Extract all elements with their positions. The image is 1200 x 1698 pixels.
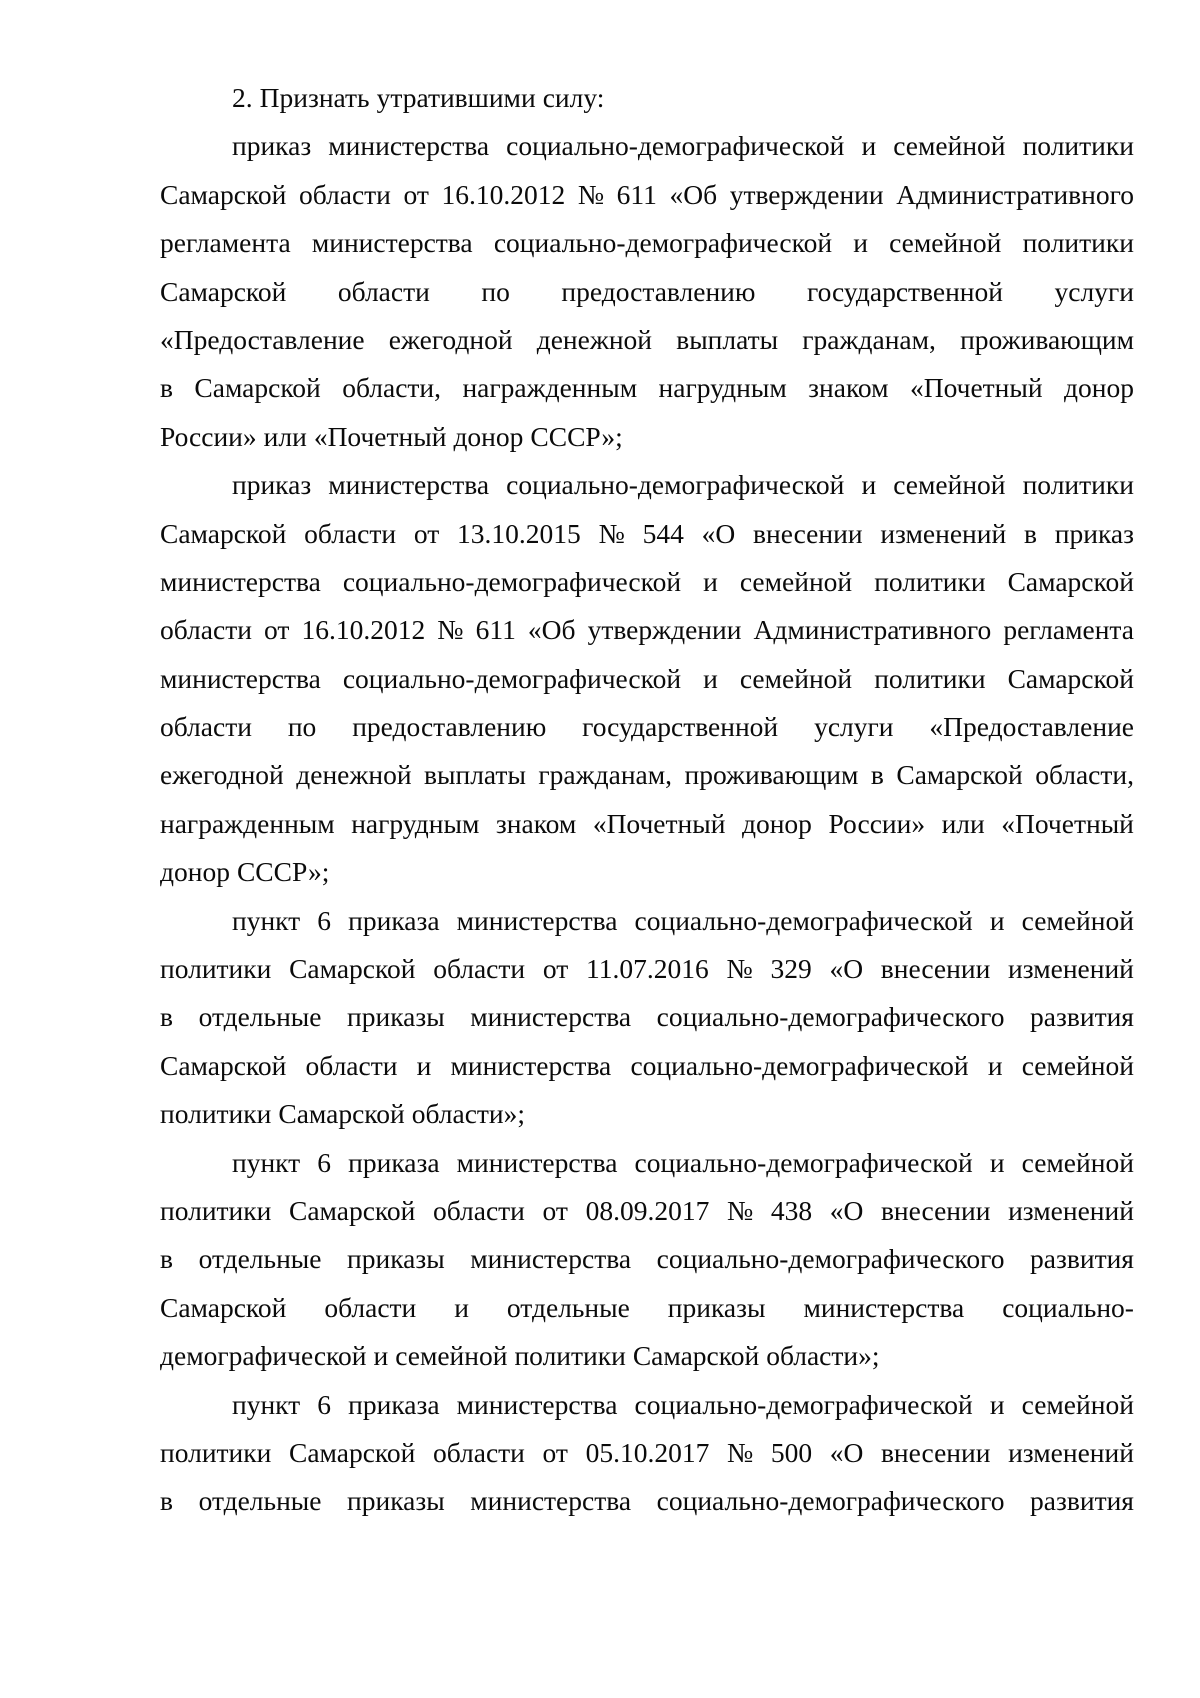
word: от bbox=[542, 1436, 568, 1468]
word: в bbox=[160, 1485, 173, 1517]
word: социально-демографического bbox=[656, 1243, 1005, 1275]
text-line bbox=[160, 558, 1134, 606]
word: и bbox=[989, 904, 1005, 936]
word: министерства bbox=[160, 662, 321, 694]
word: в bbox=[160, 1243, 173, 1275]
word: внесении bbox=[880, 1194, 991, 1226]
word: денежной bbox=[536, 323, 653, 355]
word: изменений bbox=[1008, 953, 1134, 985]
paragraph-revoked-item-2017-500 bbox=[160, 1381, 1134, 1526]
word: от bbox=[403, 178, 429, 210]
word: в bbox=[870, 759, 884, 791]
word: политики bbox=[160, 1098, 272, 1130]
word: № bbox=[577, 178, 605, 210]
word: области, bbox=[342, 372, 442, 404]
word: «Почетный bbox=[313, 420, 447, 452]
text-line bbox=[160, 1477, 1134, 1525]
word: «Об bbox=[527, 614, 576, 646]
word: области bbox=[305, 1049, 398, 1081]
word: награжденным bbox=[160, 807, 335, 839]
word: «Почетный bbox=[909, 372, 1043, 404]
word: № bbox=[726, 1194, 754, 1226]
word: выплаты bbox=[676, 323, 779, 355]
text-line bbox=[160, 1381, 1134, 1429]
word: 611 bbox=[475, 614, 516, 646]
text-line bbox=[160, 1284, 1134, 1332]
word: области, bbox=[1035, 759, 1134, 791]
word: Самарской bbox=[278, 1098, 405, 1130]
text-line bbox=[160, 171, 1134, 219]
word: пункт bbox=[232, 904, 301, 936]
word: и bbox=[861, 130, 877, 162]
word: политики bbox=[1022, 130, 1134, 162]
word: № bbox=[726, 953, 753, 985]
word: пункт bbox=[232, 1146, 301, 1178]
word: по bbox=[481, 275, 510, 307]
word: Самарской bbox=[160, 178, 287, 210]
word: и bbox=[987, 1049, 1003, 1081]
word: области bbox=[324, 1291, 417, 1323]
word: политики bbox=[874, 662, 986, 694]
word: Самарской bbox=[160, 517, 287, 549]
word: знаком bbox=[808, 372, 889, 404]
word: 611 bbox=[616, 178, 657, 210]
text-line bbox=[160, 945, 1134, 993]
text-line bbox=[160, 364, 1134, 412]
word: приказы bbox=[347, 1243, 445, 1275]
word: семейной bbox=[1021, 1146, 1134, 1178]
word: министерства bbox=[470, 1485, 632, 1517]
word: Самарской bbox=[160, 275, 287, 307]
word: государственной bbox=[806, 275, 1003, 307]
word: приказа bbox=[348, 1388, 440, 1420]
text-line bbox=[160, 1042, 1134, 1090]
text-line bbox=[160, 219, 1134, 267]
word: политики bbox=[1022, 469, 1134, 501]
paragraph-revoked-order-2012 bbox=[160, 122, 1134, 461]
word: социально-демографической bbox=[630, 1049, 969, 1081]
word: «Предоставление bbox=[929, 711, 1134, 743]
paragraph-revoked-item-2017-438 bbox=[160, 1139, 1134, 1381]
word: знаком bbox=[495, 807, 577, 839]
word: донор bbox=[160, 856, 230, 888]
word: утверждении bbox=[729, 178, 884, 210]
word: и bbox=[861, 469, 877, 501]
text-line bbox=[160, 655, 1134, 703]
text-line bbox=[160, 122, 1134, 170]
word: «О bbox=[829, 1436, 864, 1468]
word: и bbox=[703, 662, 718, 694]
text-line bbox=[160, 1235, 1134, 1283]
word: министерства bbox=[160, 565, 321, 597]
word: области bbox=[304, 517, 397, 549]
text-line bbox=[160, 461, 1134, 509]
word: гражданам, bbox=[538, 759, 673, 791]
word: Самарской bbox=[194, 372, 321, 404]
word: семейной bbox=[739, 565, 853, 597]
word: 500 bbox=[770, 1436, 813, 1468]
word: «Почетный bbox=[592, 807, 726, 839]
word: развития bbox=[1030, 1243, 1134, 1275]
word: социально-демографической bbox=[342, 565, 682, 597]
word: силу: bbox=[542, 82, 605, 113]
word: области bbox=[432, 1194, 525, 1226]
word: приказ bbox=[1054, 517, 1134, 549]
word: внесении bbox=[880, 953, 991, 985]
text-line bbox=[160, 510, 1134, 558]
word: области bbox=[433, 953, 526, 985]
word: «О bbox=[829, 953, 864, 985]
text-line bbox=[160, 1187, 1134, 1235]
word: или bbox=[263, 420, 307, 452]
word: Самарской bbox=[1007, 662, 1134, 694]
word: услуги bbox=[1054, 275, 1134, 307]
word: и bbox=[853, 227, 868, 259]
word: проживающим bbox=[960, 323, 1134, 355]
word: семейной bbox=[739, 662, 853, 694]
word: министерства bbox=[456, 1146, 618, 1178]
word: 6 bbox=[317, 904, 332, 936]
text-line bbox=[160, 316, 1134, 364]
word: Самарской bbox=[632, 1340, 760, 1372]
word: изменений bbox=[1008, 1436, 1134, 1468]
word: семейной bbox=[893, 469, 1006, 501]
word: и bbox=[373, 1340, 389, 1372]
word: услуги bbox=[814, 711, 894, 743]
word: семейной bbox=[893, 130, 1006, 162]
word: по bbox=[287, 711, 317, 743]
paragraph-revoked-order-2015 bbox=[160, 461, 1134, 897]
word: регламента bbox=[160, 227, 291, 259]
word: политики bbox=[514, 1340, 626, 1372]
word: развития bbox=[1030, 1485, 1134, 1517]
word: приказы bbox=[347, 1485, 445, 1517]
word: внесении bbox=[753, 517, 863, 549]
text-line bbox=[160, 703, 1134, 751]
word: от bbox=[264, 614, 290, 646]
word: 6 bbox=[317, 1388, 332, 1420]
word: «О bbox=[701, 517, 736, 549]
word: от bbox=[413, 517, 440, 549]
paragraph-heading bbox=[160, 74, 1134, 122]
word: Самарской bbox=[160, 1291, 287, 1323]
word: 438 bbox=[770, 1194, 813, 1226]
text-line bbox=[160, 800, 1134, 848]
word: донор bbox=[1064, 372, 1134, 404]
word: и bbox=[703, 565, 718, 597]
word: гражданам, bbox=[802, 323, 936, 355]
word: России» bbox=[160, 420, 257, 452]
word: Самарской bbox=[289, 953, 416, 985]
word: 329 bbox=[770, 953, 812, 985]
word: министерства bbox=[470, 1243, 632, 1275]
word: социально- bbox=[1002, 1291, 1134, 1323]
paragraph-revoked-item-2016 bbox=[160, 897, 1134, 1139]
word: области bbox=[337, 275, 430, 307]
word: области bbox=[298, 178, 391, 210]
word: 16.10.2012 bbox=[441, 178, 566, 210]
word: «Предоставление bbox=[160, 323, 365, 355]
word: Административного bbox=[753, 614, 992, 646]
text-line bbox=[160, 74, 1134, 122]
word: Самарской bbox=[1007, 565, 1134, 597]
word: семейной bbox=[889, 227, 1002, 259]
word: социально-демографической bbox=[506, 130, 845, 162]
word: «О bbox=[829, 1194, 864, 1226]
word: министерства bbox=[328, 130, 490, 162]
text-line bbox=[160, 1139, 1134, 1187]
word: приказы bbox=[347, 1001, 445, 1033]
word: предоставлению bbox=[561, 275, 756, 307]
word: министерства bbox=[328, 469, 490, 501]
word: семейной bbox=[395, 1340, 508, 1372]
word: министерства bbox=[456, 904, 618, 936]
word: демографической bbox=[160, 1340, 367, 1372]
document-body bbox=[160, 74, 1134, 1526]
word: социально-демографической bbox=[506, 469, 845, 501]
word: 11.07.2016 bbox=[586, 953, 709, 985]
word: в bbox=[160, 372, 173, 404]
word: политики bbox=[160, 1436, 272, 1468]
word: семейной bbox=[1021, 904, 1134, 936]
word: донор bbox=[453, 420, 524, 452]
word: 08.09.2017 bbox=[585, 1194, 710, 1226]
word: приказа bbox=[348, 1146, 440, 1178]
word: области»; bbox=[766, 1340, 880, 1372]
word: семейной bbox=[1021, 1388, 1134, 1420]
word: внесении bbox=[880, 1436, 991, 1468]
word: социально-демографической bbox=[634, 904, 973, 936]
word: «Почетный bbox=[1001, 807, 1134, 839]
word: награжденным bbox=[462, 372, 638, 404]
word: политики bbox=[874, 565, 986, 597]
word: России» bbox=[828, 807, 926, 839]
word: СССР»; bbox=[236, 856, 330, 888]
text-line bbox=[160, 268, 1134, 316]
word: государственной bbox=[582, 711, 779, 743]
text-line bbox=[160, 897, 1134, 945]
word: от bbox=[542, 1194, 568, 1226]
word: социально-демографического bbox=[656, 1001, 1005, 1033]
word: министерства bbox=[470, 1001, 632, 1033]
word: 2. bbox=[232, 82, 253, 113]
word: министерства bbox=[803, 1291, 965, 1323]
word: выплаты bbox=[424, 759, 526, 791]
word: отдельные bbox=[198, 1485, 322, 1517]
word: утратившими bbox=[376, 82, 536, 113]
word: «Об bbox=[669, 178, 718, 210]
word: в bbox=[160, 1001, 173, 1033]
word: проживающим bbox=[684, 759, 859, 791]
word: предоставлению bbox=[352, 711, 547, 743]
word: 6 bbox=[317, 1146, 332, 1178]
word: донор bbox=[741, 807, 812, 839]
text-line bbox=[160, 993, 1134, 1041]
word: министерства bbox=[456, 1388, 618, 1420]
word: социально-демографической bbox=[634, 1146, 973, 1178]
word: области bbox=[432, 1436, 525, 1468]
word: ежегодной bbox=[388, 323, 513, 355]
word: семейной bbox=[1021, 1049, 1134, 1081]
word: политики bbox=[160, 953, 272, 985]
word: отдельные bbox=[506, 1291, 630, 1323]
word: 16.10.2012 bbox=[301, 614, 426, 646]
word: отдельные bbox=[198, 1001, 322, 1033]
word: Самарской bbox=[288, 1436, 416, 1468]
text-line bbox=[160, 848, 1134, 896]
word: Самарской bbox=[160, 1049, 287, 1081]
word: № bbox=[437, 614, 464, 646]
word: нагрудным bbox=[351, 807, 480, 839]
word: 13.10.2015 bbox=[457, 517, 581, 549]
text-line bbox=[160, 1429, 1134, 1477]
word: изменений bbox=[1008, 1194, 1134, 1226]
text-line bbox=[160, 751, 1134, 799]
word: Самарской bbox=[896, 759, 1023, 791]
word: области bbox=[160, 711, 252, 743]
word: социально-демографической bbox=[493, 227, 833, 259]
word: приказ bbox=[232, 130, 312, 162]
word: пункт bbox=[232, 1388, 301, 1420]
word: и bbox=[454, 1291, 469, 1323]
word: денежной bbox=[296, 759, 412, 791]
word: в bbox=[1023, 517, 1037, 549]
word: и bbox=[989, 1146, 1005, 1178]
word: приказ bbox=[232, 469, 312, 501]
text-line bbox=[160, 1332, 1134, 1380]
word: приказы bbox=[667, 1291, 766, 1323]
word: Административного bbox=[896, 178, 1134, 210]
word: 05.10.2017 bbox=[585, 1436, 710, 1468]
word: Самарской bbox=[288, 1194, 416, 1226]
word: области»; bbox=[411, 1098, 526, 1130]
word: политики bbox=[1022, 227, 1134, 259]
word: нагрудным bbox=[658, 372, 787, 404]
word: утверждении bbox=[587, 614, 742, 646]
word: и bbox=[989, 1388, 1005, 1420]
word: социально-демографической bbox=[342, 662, 682, 694]
word: приказа bbox=[348, 904, 440, 936]
word: социально-демографической bbox=[634, 1388, 973, 1420]
word: 544 bbox=[642, 517, 684, 549]
word: и bbox=[416, 1049, 432, 1081]
word: министерства bbox=[311, 227, 473, 259]
text-line bbox=[160, 606, 1134, 654]
text-line bbox=[160, 1090, 1134, 1138]
word: № bbox=[598, 517, 625, 549]
text-line bbox=[160, 413, 1134, 461]
word: министерства bbox=[450, 1049, 612, 1081]
word: области bbox=[160, 614, 252, 646]
word: СССР»; bbox=[530, 420, 623, 452]
word: или bbox=[941, 807, 985, 839]
word: № bbox=[726, 1436, 754, 1468]
word: изменений bbox=[880, 517, 1007, 549]
word: от bbox=[542, 953, 569, 985]
word: социально-демографического bbox=[656, 1485, 1005, 1517]
word: регламента bbox=[1003, 614, 1134, 646]
word: ежегодной bbox=[160, 759, 284, 791]
word: Признать bbox=[259, 82, 370, 113]
word: развития bbox=[1030, 1001, 1134, 1033]
word: политики bbox=[160, 1194, 272, 1226]
word: отдельные bbox=[198, 1243, 322, 1275]
